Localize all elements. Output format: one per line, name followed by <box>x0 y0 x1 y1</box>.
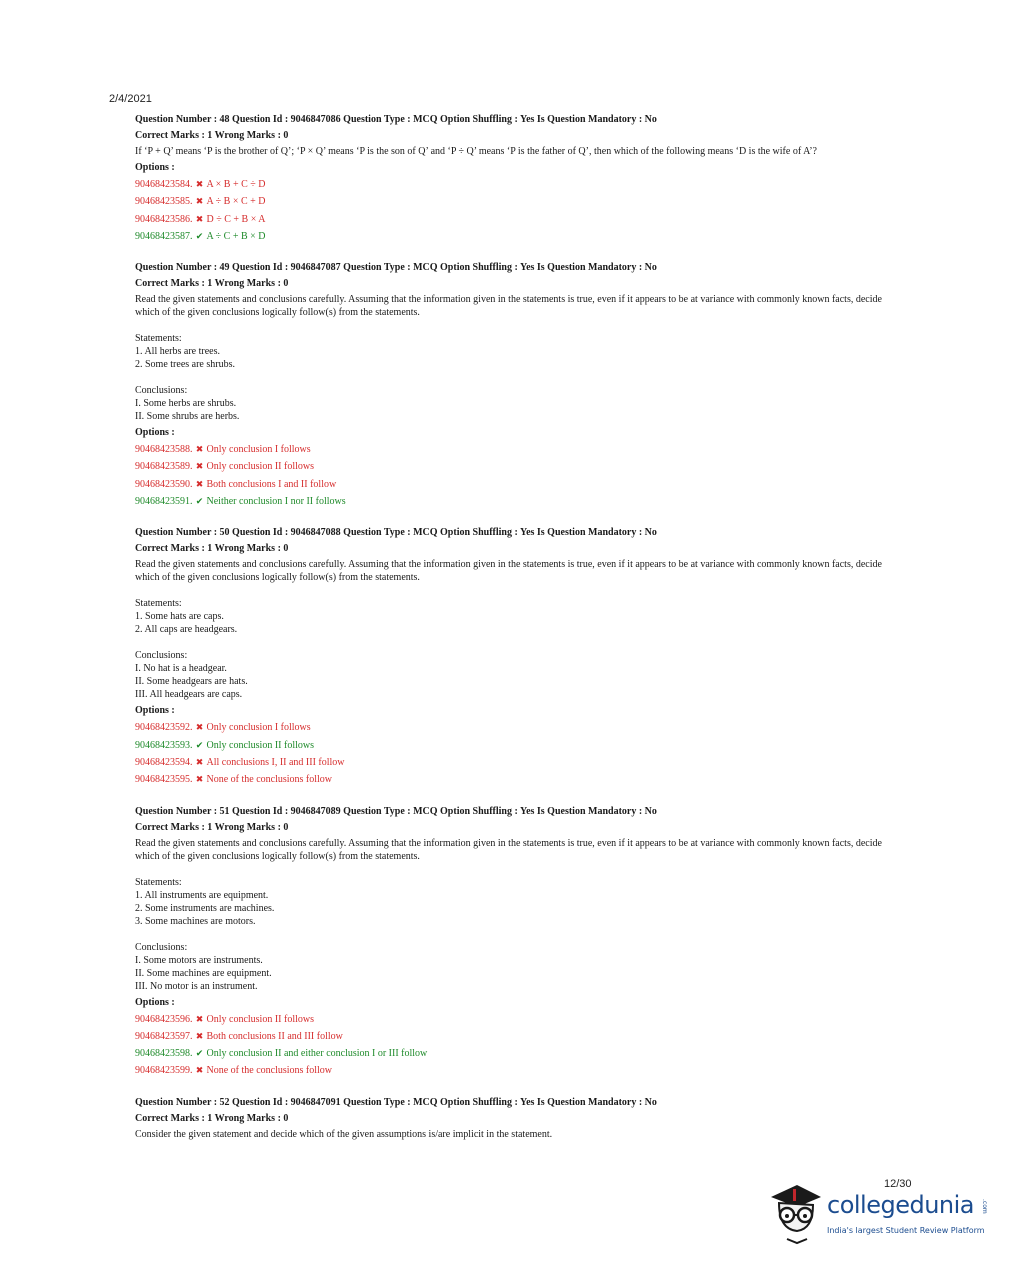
options-label: Options : <box>135 996 175 1008</box>
conclusions-label: Conclusions: <box>135 941 188 953</box>
conclusion-line: I. Some herbs are shrubs. <box>135 398 237 410</box>
cross-icon: ✖ <box>195 775 204 786</box>
option-id: 90468423594. <box>135 756 193 768</box>
question-marks: Correct Marks : 1 Wrong Marks : 0 <box>135 543 289 555</box>
question-text: Read the given statements and conclusions carefully. Assuming that the information given in the statements is true, even if it appears to be at variance with commonly known facts, decide which of the given conclusions logically follow(s) from the statements. <box>135 837 882 862</box>
question-text: Consider the given statement and decide which of the given assumptions is/are implicit in the statement. <box>135 1128 553 1140</box>
conclusion-line: II. Some headgears are hats. <box>135 676 248 688</box>
option-id: 90468423587. <box>135 230 193 242</box>
statement-line: 1. All instruments are equipment. <box>135 889 269 901</box>
cross-icon: ✖ <box>195 1031 204 1042</box>
option-id: 90468423596. <box>135 1013 193 1025</box>
cross-icon: ✖ <box>195 1014 204 1025</box>
statements-label: Statements: <box>135 333 182 345</box>
option-id: 90468423598. <box>135 1048 193 1060</box>
option-id: 90468423593. <box>135 739 193 751</box>
option-id: 90468423585. <box>135 196 193 208</box>
statements-label: Statements: <box>135 598 182 610</box>
spacer <box>135 371 905 384</box>
option-text: Neither conclusion I nor II follows <box>206 496 346 508</box>
option-id: 90468423589. <box>135 461 193 473</box>
option-row <box>135 719 905 736</box>
brand-tagline: India's largest Student Review Platform <box>827 1226 985 1235</box>
question-text: If ‘P + Q’ means ‘P is the brother of Q’; ‘P × Q’ means ‘P is the son of Q’ and ‘P ÷ Q’ means ‘P is the father of Q’, then which of the following means ‘D is the wife of A’? <box>135 146 817 157</box>
spacer <box>135 863 905 876</box>
print-date: 2/4/2021 <box>109 93 152 105</box>
cross-icon: ✖ <box>195 445 204 456</box>
option-text: Only conclusion I follows <box>206 444 311 456</box>
question-marks: Correct Marks : 1 Wrong Marks : 0 <box>135 1112 289 1124</box>
option-text: None of the conclusions follow <box>206 774 333 786</box>
option-text: D ÷ C + B × A <box>206 213 266 225</box>
question-marks: Correct Marks : 1 Wrong Marks : 0 <box>135 278 289 290</box>
statements-label: Statements: <box>135 876 182 888</box>
question-text: Read the given statements and conclusions carefully. Assuming that the information given in the statements is true, even if it appears to be at variance with commonly known facts, decide which of the given conclusions logically follow(s) from the statements. <box>135 559 882 584</box>
option-id: 90468423591. <box>135 496 193 508</box>
cross-icon: ✖ <box>195 214 204 225</box>
option-row <box>135 476 905 493</box>
question-block <box>135 1096 905 1141</box>
option-id: 90468423588. <box>135 444 193 456</box>
brand-domain: .com <box>981 1199 988 1214</box>
cross-icon: ✖ <box>195 1066 204 1077</box>
option-text: Only conclusion I follows <box>206 722 311 734</box>
conclusion-line: I. Some motors are instruments. <box>135 954 263 966</box>
cross-icon: ✖ <box>195 723 204 734</box>
cross-icon: ✖ <box>195 180 204 190</box>
option-text: A × B + C ÷ D <box>206 179 266 190</box>
option-id: 90468423599. <box>135 1065 193 1077</box>
option-id: 90468423597. <box>135 1030 193 1042</box>
question-marks: Correct Marks : 1 Wrong Marks : 0 <box>135 130 289 141</box>
question-header: Question Number : 51 Question Id : 9046847089 Question Type : MCQ Option Shuffling : Yes Is Question Mandatory : No <box>135 805 657 817</box>
option-text: A ÷ C + B × D <box>206 230 266 242</box>
option-row <box>135 1011 905 1028</box>
question-block <box>135 261 905 510</box>
option-id: 90468423595. <box>135 774 193 786</box>
option-text: Both conclusions II and III follow <box>206 1030 343 1042</box>
option-text: A ÷ B × C + D <box>206 196 266 208</box>
option-row <box>135 176 905 193</box>
conclusion-line: III. No motor is an instrument. <box>135 980 258 992</box>
statement-line: 2. Some trees are shrubs. <box>135 359 235 371</box>
statement-line: 3. Some machines are motors. <box>135 915 256 927</box>
options-label: Options : <box>135 162 175 173</box>
option-text: Both conclusions I and II follow <box>206 478 337 490</box>
options-label: Options : <box>135 427 175 439</box>
option-text: Only conclusion II follows <box>206 1013 314 1025</box>
cross-icon: ✖ <box>195 462 204 473</box>
option-row <box>135 193 905 210</box>
option-id: 90468423592. <box>135 722 193 734</box>
question-list <box>135 112 905 1157</box>
option-row <box>135 771 905 788</box>
check-icon: ✔ <box>195 1049 204 1060</box>
option-text: Only conclusion II follows <box>206 739 314 751</box>
option-text: None of the conclusions follow <box>206 1065 333 1077</box>
brand-name: collegedunia <box>827 1191 975 1219</box>
option-row <box>135 211 905 228</box>
option-text: Only conclusion II follows <box>206 461 314 473</box>
option-row <box>135 1045 905 1062</box>
cross-icon: ✖ <box>195 479 204 490</box>
spacer <box>135 928 905 941</box>
question-header: Question Number : 52 Question Id : 9046847091 Question Type : MCQ Option Shuffling : Yes Is Question Mandatory : No <box>135 1096 657 1108</box>
question-text: Read the given statements and conclusions carefully. Assuming that the information given in the statements is true, even if it appears to be at variance with commonly known facts, decide which of the given conclusions logically follow(s) from the statements. <box>135 294 882 319</box>
option-row <box>135 458 905 475</box>
question-block <box>135 113 905 245</box>
conclusions-label: Conclusions: <box>135 385 188 397</box>
conclusion-line: II. Some machines are equipment. <box>135 967 272 979</box>
conclusion-line: III. All headgears are caps. <box>135 689 243 701</box>
statement-line: 1. All herbs are trees. <box>135 346 220 358</box>
cross-icon: ✖ <box>195 757 204 768</box>
option-text: All conclusions I, II and III follow <box>206 756 345 768</box>
statement-line: 2. Some instruments are machines. <box>135 902 275 914</box>
conclusion-line: I. No hat is a headgear. <box>135 663 227 675</box>
statement-line: 1. Some hats are caps. <box>135 611 224 623</box>
option-row <box>135 737 905 754</box>
option-id: 90468423590. <box>135 478 193 490</box>
spacer <box>135 319 905 332</box>
mascot-icon <box>765 1179 825 1245</box>
question-header: Question Number : 50 Question Id : 9046847088 Question Type : MCQ Option Shuffling : Yes Is Question Mandatory : No <box>135 527 657 539</box>
check-icon: ✔ <box>195 231 204 242</box>
cross-icon: ✖ <box>195 197 204 208</box>
question-header: Question Number : 48 Question Id : 9046847086 Question Type : MCQ Option Shuffling : Yes Is Question Mandatory : No <box>135 114 657 125</box>
statement-line: 2. All caps are headgears. <box>135 624 238 636</box>
page-number: 12/30 <box>884 1178 912 1190</box>
conclusion-line: II. Some shrubs are herbs. <box>135 411 240 423</box>
spacer <box>135 584 905 597</box>
option-row <box>135 1028 905 1045</box>
option-row <box>135 228 905 245</box>
option-row <box>135 754 905 771</box>
question-block <box>135 805 905 1080</box>
question-header: Question Number : 49 Question Id : 9046847087 Question Type : MCQ Option Shuffling : Yes Is Question Mandatory : No <box>135 262 657 274</box>
collegedunia-logo <box>765 1175 995 1245</box>
option-row <box>135 441 905 458</box>
option-id: 90468423586. <box>135 213 193 225</box>
option-text: Only conclusion II and either conclusion I or III follow <box>206 1048 428 1060</box>
check-icon: ✔ <box>195 740 204 751</box>
option-row <box>135 493 905 510</box>
question-marks: Correct Marks : 1 Wrong Marks : 0 <box>135 821 289 833</box>
spacer <box>135 636 905 649</box>
question-block <box>135 526 905 788</box>
options-label: Options : <box>135 705 175 717</box>
conclusions-label: Conclusions: <box>135 650 188 662</box>
check-icon: ✔ <box>195 497 204 508</box>
option-id: 90468423584. <box>135 179 193 190</box>
option-row <box>135 1062 905 1079</box>
